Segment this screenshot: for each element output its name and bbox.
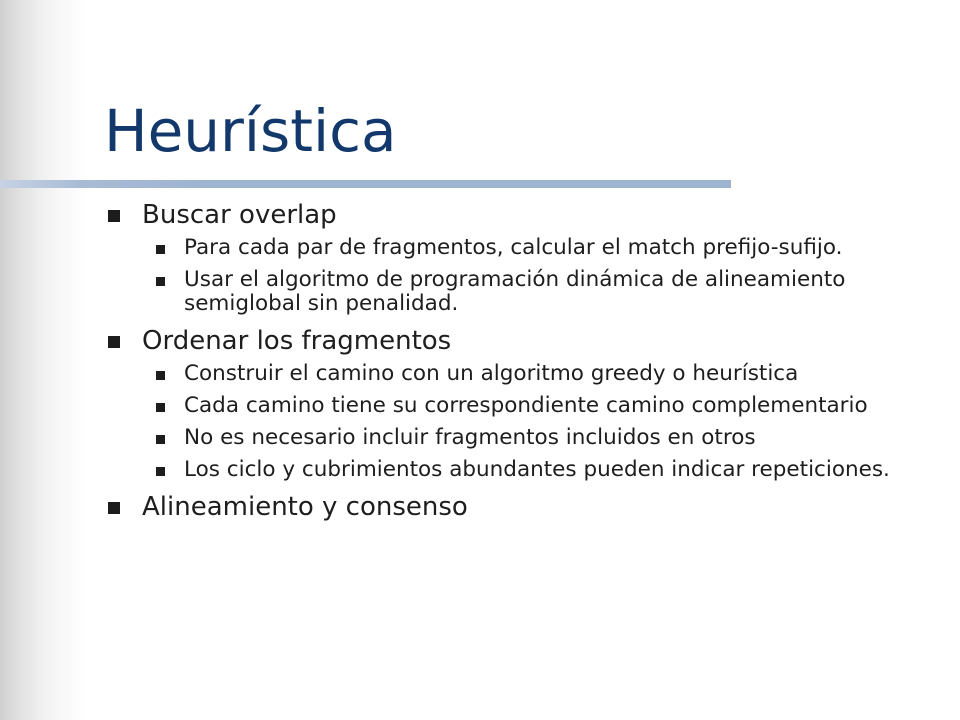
bullet-text: Alineamiento y consenso (142, 492, 468, 522)
sub-bullet-text: Construir el camino con un algoritmo greedy o heurística (184, 361, 799, 386)
sub-bullet-text: No es necesario incluir fragmentos incluidos en otros (184, 425, 756, 450)
sub-bullet-list (142, 236, 940, 316)
bullet-item-ordenar-fragmentos (104, 324, 940, 482)
bullet-list (104, 198, 940, 524)
square-bullet-icon (108, 210, 120, 222)
sub-bullet-item (142, 458, 940, 482)
sub-bullet-item (142, 426, 940, 450)
bullet-item-alineamiento-consenso (104, 490, 940, 524)
square-bullet-icon (108, 502, 120, 514)
square-bullet-icon (156, 467, 165, 476)
square-bullet-icon (156, 371, 165, 380)
square-bullet-icon (156, 277, 165, 286)
sub-bullet-text: Usar el algoritmo de programación dinámica de alineamiento semiglobal sin penalidad. (184, 267, 846, 316)
bullet-text: Ordenar los fragmentos (142, 326, 452, 356)
sub-bullet-text: Cada camino tiene su correspondiente camino complementario (184, 393, 868, 418)
bullet-item-buscar-overlap (104, 198, 940, 316)
title-underline (0, 180, 731, 188)
bullet-text: Buscar overlap (142, 200, 337, 230)
square-bullet-icon (108, 336, 120, 348)
slide-content (104, 198, 940, 530)
square-bullet-icon (156, 435, 165, 444)
sub-bullet-list (142, 362, 940, 482)
sub-bullet-item (142, 236, 940, 260)
sub-bullet-item (142, 268, 940, 316)
sub-bullet-text: Los ciclo y cubrimientos abundantes pueden indicar repeticiones. (184, 457, 890, 482)
sub-bullet-item (142, 362, 940, 386)
slide-title: Heurística (104, 97, 397, 165)
square-bullet-icon (156, 403, 165, 412)
sub-bullet-item (142, 394, 940, 418)
sub-bullet-text: Para cada par de fragmentos, calcular el match prefijo-sufijo. (184, 235, 843, 260)
square-bullet-icon (156, 245, 165, 254)
